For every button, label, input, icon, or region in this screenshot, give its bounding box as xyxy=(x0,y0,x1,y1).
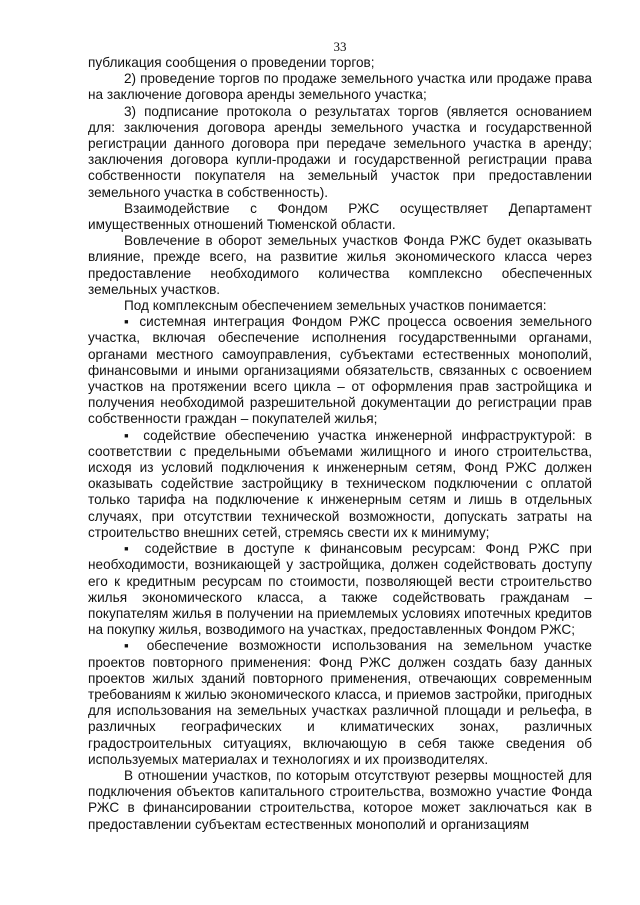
paragraph: Под комплексным обеспечением земельных участков понимается: xyxy=(124,298,547,314)
paragraph: Вовлечение в оборот земельных участков Фонда РЖС будет оказывать влияние, прежде всего, на развитие жилья экономического класса через предоставление необходимого количества комплексно обеспеченных земельных участков. xyxy=(88,233,592,297)
paragraph: публикация сообщения о проведении торгов; xyxy=(88,55,375,70)
bullet-paragraph: ▪ содействие в доступе к финансовым ресурсам: Фонд РЖС при необходимости, возникающей у застройщика, должен содействовать доступу его к кредитным ресурсам по стоимости, позволяющей вести строительство жилья экономического класса, а также содействовать гражданам – покупателям жилья в получении на приемлемых условиях ипотечных кредитов на покупку жилья, возводимого на участках, предоставленных Фондом РЖС; xyxy=(88,541,592,638)
paragraph: В отношении участков, по которым отсутствуют резервы мощностей для подключения объектов капитального строительства, возможно участие Фонда РЖС в финансировании строительства, которое может заключаться как в предоставлении субъектам естественных монополий и организациям xyxy=(88,767,592,832)
paragraph: 2) проведение торгов по продаже земельного участка или продаже права на заключение договора аренды земельного участка; xyxy=(88,71,592,103)
bullet-paragraph: ▪ содействие обеспечению участка инженерной инфраструктурой: в соответствии с предельными объемами жилищного и иного строительства, исходя из условий подключения к инженерным сетям, Фонд РЖС должен оказывать содействие застройщику в техническом подключении с оплатой только тарифа на подключение к инженерным сетям и лишь в отдельных случаях, при отсутствии технической возможности, допускать затраты на строительство внешних сетей, стремясь свести их к минимуму; xyxy=(88,427,592,540)
page-number: 33 xyxy=(333,39,347,54)
paragraph: 3) подписание протокола о результатах торгов (является основанием для: заключения договора аренды земельного участка и государственной регистрации данного договора при передаче земельного участка в аренду; заключения договора купли-продажи и государственной регистрации права собственности покупателя на земельный участок при предоставлении земельного участка в собственность). xyxy=(88,103,592,200)
paragraph: Взаимодействие с Фондом РЖС осуществляет Департамент имущественных отношений Тюменской области. xyxy=(88,200,592,233)
bullet-paragraph: ▪ обеспечение возможности использования на земельном участке проектов повторного применения: Фонд РЖС должен создать базу данных проектов жилых зданий повторного применения, отвечающих современным требованиям к жилью экономического класса, и приемов застройки, пригодных для использования на земельных участках различной площади и рельефа, в различных географических и климатических зонах, различных градостроительных ситуациях, включающую в себя также сведения об используемых материалах и технологиях и их производителях. xyxy=(88,638,592,767)
document-body xyxy=(88,55,592,833)
bullet-paragraph: ▪ системная интеграция Фондом РЖС процесса освоения земельного участка, включая обеспечение исполнения государственными органами, органами местного самоуправления, субъектами естественных монополий, финансовыми и иными организациями обязательств, связанных с освоением участков на протяжении всего цикла – от оформления прав застройщика и получения необходимой разрешительной документации до регистрации прав собственности граждан – покупателей жилья; xyxy=(88,314,592,427)
